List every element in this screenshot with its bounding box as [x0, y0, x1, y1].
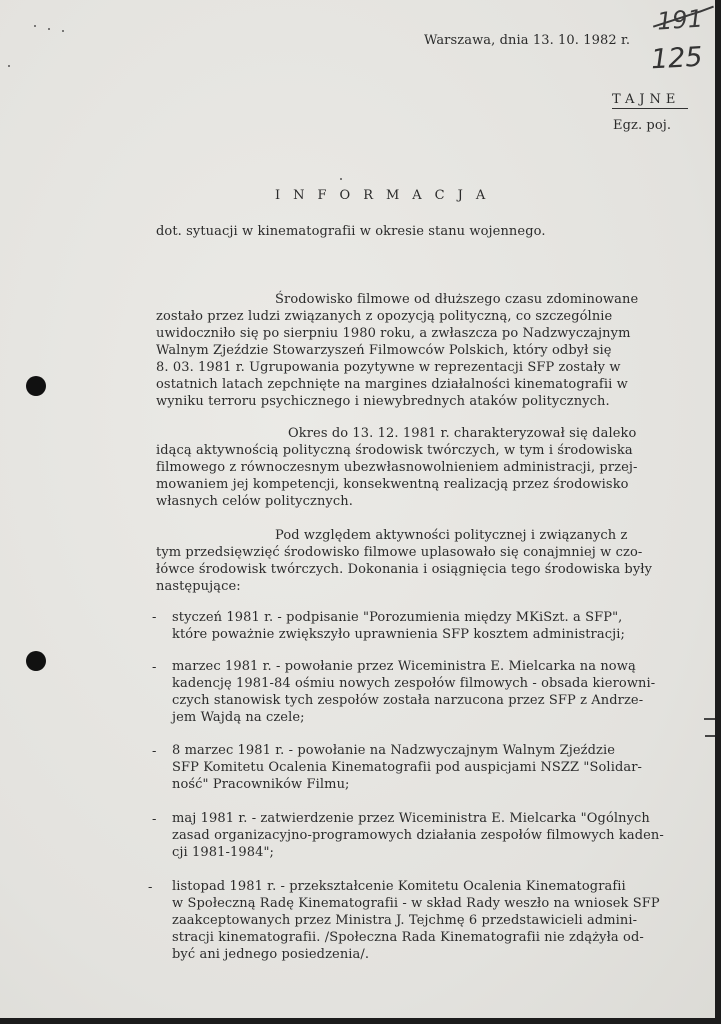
list-dash: -	[152, 610, 157, 625]
paragraph2-line: idącą aktywnością polityczną środowisk twórczych, w tym i środowiska	[156, 443, 633, 458]
date-line: Warszawa, dnia 13. 10. 1982 r.	[424, 33, 631, 48]
list-item-line: cji 1981-1984";	[172, 845, 275, 860]
speck	[8, 65, 10, 67]
list-item-line: listopad 1981 r. - przekształcenie Komitetu Ocalenia Kinematografii	[172, 879, 626, 894]
list-item-line: ność" Pracowników Filmu;	[172, 777, 350, 792]
list-dash: -	[152, 744, 157, 759]
list-dash: -	[148, 880, 153, 895]
list-item-line: maj 1981 r. - zatwierdzenie przez Wiceministra E. Mielcarka "Ogólnych	[172, 811, 650, 826]
handwritten-archive-number: 191	[656, 4, 704, 36]
paragraph3-line: łówce środowisk twórczych. Dokonania i osiągnięcia tego środowiska były	[156, 562, 653, 577]
list-item-line: w Społeczną Radę Kinematografii - w skład Rady weszło na wniosek SFP	[172, 896, 660, 911]
paragraph1-line: Walnym Zjeździe Stowarzyszeń Filmowców Polskich, który odbył się	[156, 343, 612, 358]
paragraph1-line: ostatnich latach zepchnięte na margines działalności kinematografii w	[156, 377, 628, 392]
document-title: INFORMACJA	[275, 188, 499, 203]
list-item-line: czych stanowisk tych zespołów została narzucona przez SFP z Andrze-	[172, 693, 644, 708]
list-item-line: styczeń 1981 r. - podpisanie "Porozumienia między MKiSzt. a SFP",	[172, 610, 623, 625]
paragraph1-line: wyniku terroru psychicznego i niewybrednych ataków politycznych.	[156, 394, 610, 409]
copy-label: Egz. poj.	[613, 118, 672, 133]
classification-label: TAJNE	[612, 92, 681, 107]
document-subject: dot. sytuacji w kinematografii w okresie stanu wojennego.	[156, 224, 546, 239]
list-item-line: SFP Komitetu Ocalenia Kinematografii pod auspicjami NSZZ "Solidar-	[172, 760, 643, 775]
punch-hole	[26, 651, 46, 671]
speck	[62, 30, 64, 32]
paragraph2-line: mowaniem jej kompetencji, konsekwentną realizacją przez środowisko	[156, 477, 629, 492]
list-dash: -	[152, 660, 157, 675]
list-item-line: zaakceptowanych przez Ministra J. Tejchmę 6 przedstawicieli admini-	[172, 913, 638, 928]
classification-underline	[612, 108, 688, 109]
list-item-line: 8 marzec 1981 r. - powołanie na Nadzwyczajnym Walnym Zjeździe	[172, 743, 616, 758]
list-dash: -	[152, 812, 157, 827]
paragraph3-line: następujące:	[156, 579, 241, 594]
handwritten-page-number: 125	[650, 41, 704, 76]
edge-mark	[704, 718, 715, 720]
list-item-line: jem Wajdą na czele;	[172, 710, 305, 725]
list-item-line: kadencję 1981-84 ośmiu nowych zespołów filmowych - obsada kierowni-	[172, 676, 656, 691]
punch-hole	[26, 376, 46, 396]
paragraph2-line: własnych celów politycznych.	[156, 494, 353, 509]
list-item-line: które poważnie zwiększyło uprawnienia SFP kosztem administracji;	[172, 627, 625, 642]
list-item-line: być ani jednego posiedzenia/.	[172, 947, 370, 962]
speck	[48, 28, 50, 30]
list-item-line: stracji kinematografii. /Społeczna Rada Kinematografii nie zdążyła od-	[172, 930, 644, 945]
paragraph1-line: zostało przez ludzi związanych z opozycją polityczną, co szczególnie	[156, 309, 613, 324]
speck	[340, 178, 342, 180]
edge-mark	[705, 735, 715, 737]
paragraph2-line: Okres do 13. 12. 1981 r. charakteryzował się daleko	[288, 426, 637, 441]
paragraph1-line: Środowisko filmowe od dłuższego czasu zdominowane	[275, 292, 639, 307]
list-item-line: marzec 1981 r. - powołanie przez Wiceministra E. Mielcarka na nową	[172, 659, 636, 674]
speck	[34, 25, 36, 27]
paragraph1-line: uwidoczniło się po sierpniu 1980 roku, a zwłaszcza po Nadzwyczajnym	[156, 326, 631, 341]
paragraph3-line: tym przedsięwzięć środowisko filmowe uplasowało się conajmniej w czo-	[156, 545, 643, 560]
list-item-line: zasad organizacyjno-programowych działania zespołów filmowych kaden-	[172, 828, 664, 843]
paragraph1-line: 8. 03. 1981 r. Ugrupowania pozytywne w reprezentacji SFP zostały w	[156, 360, 621, 375]
paragraph2-line: filmowego z równoczesnym ubezwłasnowolnieniem administracji, przej-	[156, 460, 638, 475]
paragraph3-line: Pod względem aktywności politycznej i związanych z	[275, 528, 628, 543]
